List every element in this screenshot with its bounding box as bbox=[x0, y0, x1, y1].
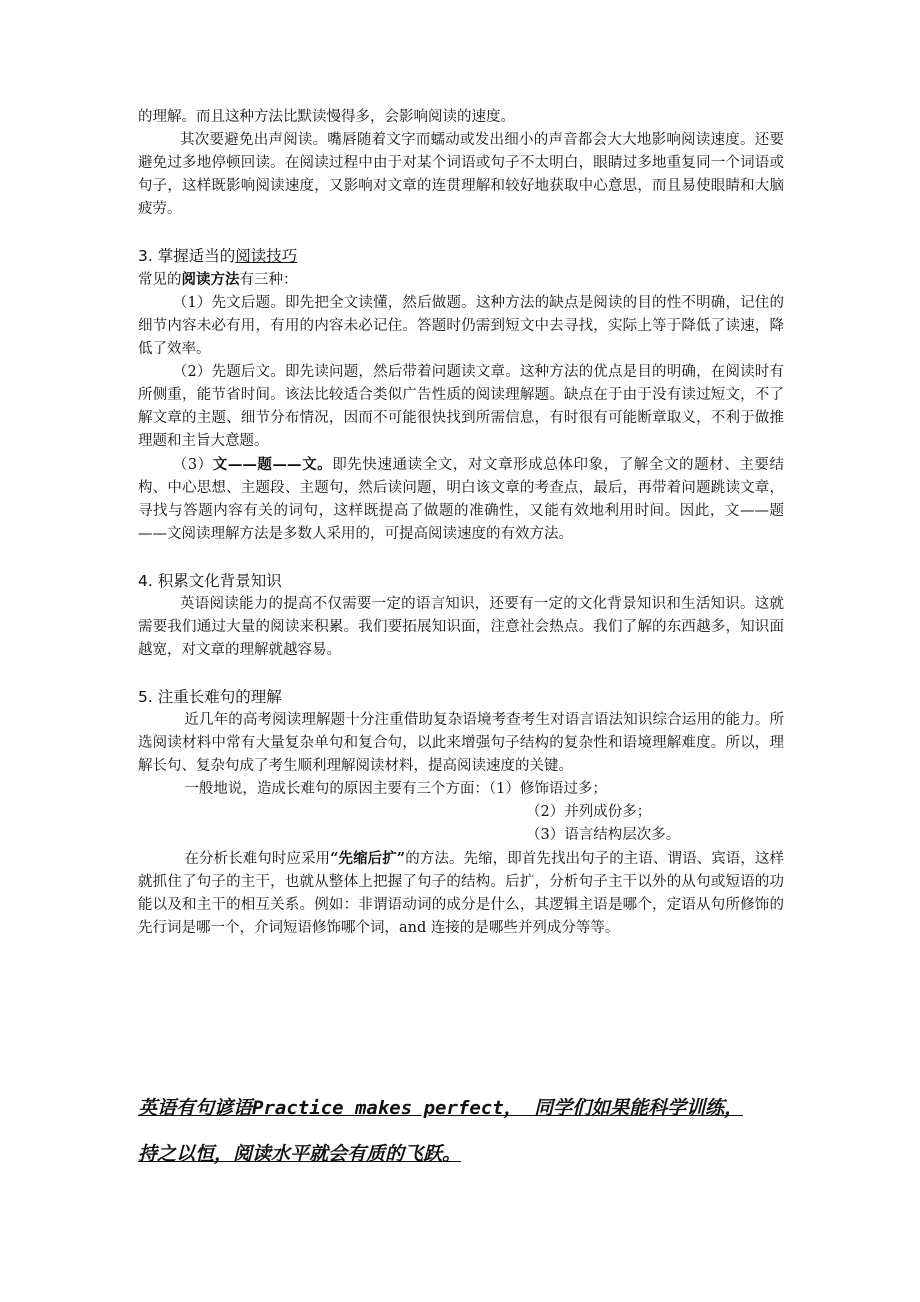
section-3-intro-bold: 阅读方法 bbox=[181, 271, 240, 288]
section-5-method-post: 的方法。先缩，即首先找出句子的主语、谓语、宾语，这样就抓住了句子的主干，也就从整体上把握了句子的结构。后扩，分析句子主干以外的从句或短语的功能以及和主干的相互关系。例如：非谓语动词的成分是什么，其逻辑主语是哪个，定语从句所修饰的先行词是哪一个，介词短语修饰哪个词，and 连接的是哪些并列成分等等。 bbox=[138, 851, 785, 936]
method-3-label: （3） bbox=[172, 457, 213, 473]
section-4-heading: 4. 积累文化背景知识 bbox=[138, 572, 282, 590]
section-4-paragraph: 英语阅读能力的提高不仅需要一定的语言知识，还要有一定的文化背景知识和生活知识。这就需要我们通过大量的阅读来积累。我们要拓展知识面，注意社会热点。我们了解的东西越多，知识面越宽，对文章的理解就越容易。 bbox=[138, 596, 784, 658]
document-body bbox=[138, 106, 784, 940]
method-3-bold: 文——题——文。 bbox=[212, 456, 333, 473]
section-3-intro-post: 有三种： bbox=[239, 272, 298, 288]
section-5-method-pre: 在分析长难句时应采用 bbox=[184, 851, 331, 867]
method-1-paragraph: （1）先文后题。即先把全文读懂，然后做题。这种方法的缺点是阅读的目的性不明确，记住的细节内容未必有用，有用的内容未必记住。答题时仍需到短文中去寻找，实际上等于降低了读速，降低了效率。 bbox=[138, 295, 784, 357]
section-5-method-bold: “先缩后扩” bbox=[330, 850, 406, 867]
closing-line-1-text: 英语有句谚语Practice makes perfect， 同学们如果能科学训练， bbox=[138, 1097, 744, 1119]
section-5-paragraph: 近几年的高考阅读理解题十分注重借助复杂语境考查考生对语言语法知识综合运用的能力。所选阅读材料中常有大量复杂单句和复合句，以此来增强句子结构的复杂性和语境理解难度。所以，理解长句、复杂句成了考生顺利理解阅读材料，提高阅读速度的关键。 bbox=[138, 712, 784, 774]
closing-line-2-text: 持之以恒，阅读水平就会有质的飞跃。 bbox=[138, 1143, 462, 1165]
closing-line-1 bbox=[138, 1085, 798, 1131]
closing-proverb bbox=[138, 1085, 798, 1177]
section-3-intro bbox=[138, 268, 784, 292]
section-3-heading-underlined: 阅读技巧 bbox=[235, 247, 298, 265]
section-5-cause-3: （3）语言结构层次多。 bbox=[526, 827, 681, 843]
paragraph-intro-end: 的理解。而且这种方法比默读慢得多，会影响阅读的速度。 bbox=[138, 109, 515, 125]
method-3-paragraph bbox=[138, 453, 784, 546]
section-5-cause-2: （2）并列成份多； bbox=[526, 804, 652, 820]
section-3-heading-text: 3. 掌握适当的 bbox=[138, 247, 236, 265]
section-5-causes-intro: 一般地说，造成长难句的原因主要有三个方面：（1）修饰语过多； bbox=[184, 781, 607, 797]
method-2-paragraph: （2）先题后文。即先读问题，然后带着问题读文章。这种方法的优点是目的明确，在阅读时有所侧重，能节省时间。该法比较适合类似广告性质的阅读理解题。缺点在于由于没有读过短文，不了解文章的主题、细节分布情况，因而不可能很快找到所需信息，有时很有可能断章取义，不利于做推理题和主旨大意题。 bbox=[138, 364, 784, 449]
method-3-text: 即先快速通读全文，对文章形成总体印象，了解全文的题材、主要结构、中心思想、主题段、主题句，然后读问题，明白该文章的考查点，最后，再带着问题跳读文章，寻找与答题内容有关的词句，这样既提高了做题的准确性，又能有效地利用时间。因此，文——题——文阅读理解方法是多数人采用的，可提高阅读速度的有效方法。 bbox=[138, 457, 784, 542]
section-3-intro-pre: 常见的 bbox=[138, 272, 182, 288]
paragraph-avoid-reading-aloud: 其次要避免出声阅读。嘴唇随着文字而蠕动或发出细小的声音都会大大地影响阅读速度。还要避免过多地停顿回读。在阅读过程中由于对某个词语或句子不太明白，眼睛过多地重复同一个词语或句子，这样既影响阅读速度，又影响对文章的连贯理解和较好地获取中心意思，而且易使眼睛和大脑疲劳。 bbox=[138, 132, 784, 217]
section-3-heading bbox=[138, 244, 784, 268]
closing-line-2 bbox=[138, 1131, 798, 1177]
section-5-method-paragraph bbox=[138, 847, 784, 940]
section-5-heading: 5. 注重长难句的理解 bbox=[138, 688, 282, 706]
